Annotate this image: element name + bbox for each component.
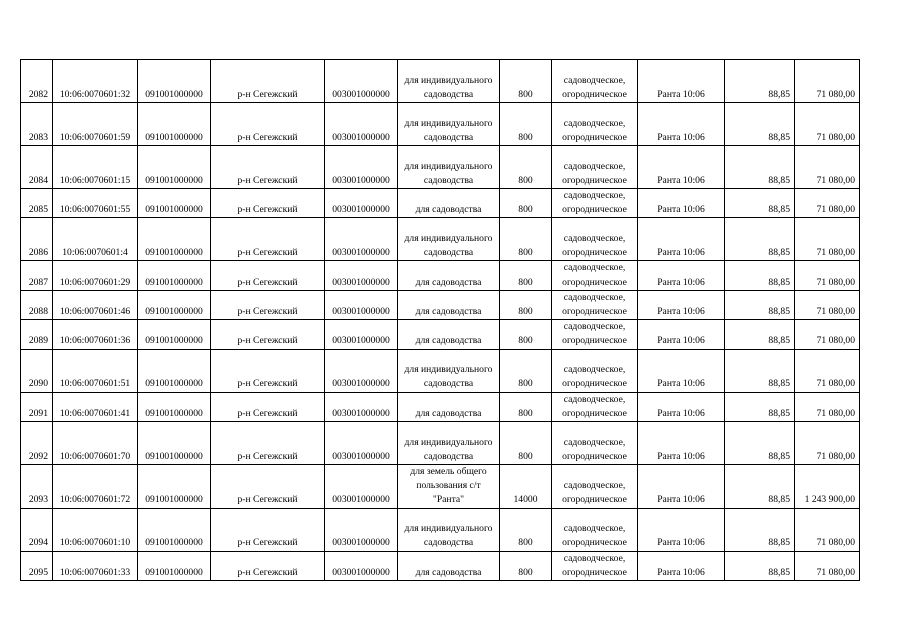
district-cell: р-н Сегежский: [211, 60, 325, 103]
district-cell: р-н Сегежский: [211, 290, 325, 319]
table-row: [21, 261, 860, 290]
land-use-group-cell: садоводческое, огородническое: [552, 320, 638, 349]
cadastral-number-cell: 10:06:0070601:41: [53, 392, 138, 421]
table-row: [21, 465, 860, 509]
cadastral-quarter-cell: Ранта 10:06: [638, 103, 725, 146]
land-use-group-cell: садоводческое, огородническое: [552, 261, 638, 290]
table-row: [21, 320, 860, 349]
permitted-use-cell: для индивидуального садоводства: [398, 422, 500, 465]
okato-code-cell: 003001000000: [325, 218, 398, 261]
oktmo-code-cell: 091001000000: [138, 465, 211, 509]
district-cell: р-н Сегежский: [211, 189, 325, 218]
area-cell: 800: [500, 422, 552, 465]
okato-code-cell: 003001000000: [325, 349, 398, 392]
cadastral-value-cell: 71 080,00: [795, 508, 860, 551]
oktmo-code-cell: 091001000000: [138, 103, 211, 146]
permitted-use-cell: для индивидуального садоводства: [398, 146, 500, 189]
row-number-cell: 2088: [21, 290, 53, 319]
table-row: [21, 103, 860, 146]
cadastral-value-cell: 71 080,00: [795, 290, 860, 319]
cadastral-value-cell: 1 243 900,00: [795, 465, 860, 509]
row-number-cell: 2087: [21, 261, 53, 290]
district-cell: р-н Сегежский: [211, 146, 325, 189]
cadastral-quarter-cell: Ранта 10:06: [638, 508, 725, 551]
cadastral-number-cell: 10:06:0070601:70: [53, 422, 138, 465]
cadastral-value-cell: 71 080,00: [795, 392, 860, 421]
cadastral-number-cell: 10:06:0070601:46: [53, 290, 138, 319]
oktmo-code-cell: 091001000000: [138, 189, 211, 218]
area-cell: 800: [500, 392, 552, 421]
district-cell: р-н Сегежский: [211, 422, 325, 465]
permitted-use-cell: для садоводства: [398, 261, 500, 290]
land-use-group-cell: садоводческое, огородническое: [552, 392, 638, 421]
oktmo-code-cell: 091001000000: [138, 290, 211, 319]
land-use-group-cell: садоводческое, огородническое: [552, 349, 638, 392]
cadastral-value-cell: 71 080,00: [795, 261, 860, 290]
table-row: [21, 60, 860, 103]
table-row: [21, 189, 860, 218]
table-row: [21, 508, 860, 551]
cadastral-quarter-cell: Ранта 10:06: [638, 261, 725, 290]
okato-code-cell: 003001000000: [325, 392, 398, 421]
okato-code-cell: 003001000000: [325, 290, 398, 319]
land-use-group-cell: садоводческое, огородническое: [552, 218, 638, 261]
area-cell: 800: [500, 146, 552, 189]
district-cell: р-н Сегежский: [211, 103, 325, 146]
permitted-use-cell: для индивидуального садоводства: [398, 218, 500, 261]
oktmo-code-cell: 091001000000: [138, 392, 211, 421]
permitted-use-cell: для садоводства: [398, 551, 500, 580]
land-use-group-cell: садоводческое, огородническое: [552, 189, 638, 218]
district-cell: р-н Сегежский: [211, 551, 325, 580]
area-cell: 800: [500, 320, 552, 349]
specific-value-cell: 88,85: [725, 422, 795, 465]
cadastral-number-cell: 10:06:0070601:29: [53, 261, 138, 290]
specific-value-cell: 88,85: [725, 349, 795, 392]
area-cell: 800: [500, 290, 552, 319]
cadastral-quarter-cell: Ранта 10:06: [638, 146, 725, 189]
specific-value-cell: 88,85: [725, 103, 795, 146]
cadastral-value-cell: 71 080,00: [795, 146, 860, 189]
district-cell: р-н Сегежский: [211, 465, 325, 509]
area-cell: 14000: [500, 465, 552, 509]
area-cell: 800: [500, 189, 552, 218]
cadastral-value-cell: 71 080,00: [795, 551, 860, 580]
row-number-cell: 2083: [21, 103, 53, 146]
oktmo-code-cell: 091001000000: [138, 218, 211, 261]
table-row: [21, 349, 860, 392]
okato-code-cell: 003001000000: [325, 146, 398, 189]
cadastral-quarter-cell: Ранта 10:06: [638, 189, 725, 218]
row-number-cell: 2082: [21, 60, 53, 103]
table-row: [21, 290, 860, 319]
table-body: [21, 60, 860, 581]
land-use-group-cell: садоводческое, огородническое: [552, 465, 638, 509]
row-number-cell: 2094: [21, 508, 53, 551]
specific-value-cell: 88,85: [725, 261, 795, 290]
cadastral-number-cell: 10:06:0070601:4: [53, 218, 138, 261]
okato-code-cell: 003001000000: [325, 508, 398, 551]
cadastral-number-cell: 10:06:0070601:59: [53, 103, 138, 146]
specific-value-cell: 88,85: [725, 551, 795, 580]
table-row: [21, 218, 860, 261]
okato-code-cell: 003001000000: [325, 551, 398, 580]
permitted-use-cell: для садоводства: [398, 189, 500, 218]
district-cell: р-н Сегежский: [211, 218, 325, 261]
cadastral-value-cell: 71 080,00: [795, 189, 860, 218]
specific-value-cell: 88,85: [725, 218, 795, 261]
district-cell: р-н Сегежский: [211, 392, 325, 421]
okato-code-cell: 003001000000: [325, 320, 398, 349]
area-cell: 800: [500, 349, 552, 392]
row-number-cell: 2085: [21, 189, 53, 218]
row-number-cell: 2090: [21, 349, 53, 392]
district-cell: р-н Сегежский: [211, 320, 325, 349]
row-number-cell: 2084: [21, 146, 53, 189]
specific-value-cell: 88,85: [725, 146, 795, 189]
area-cell: 800: [500, 218, 552, 261]
cadastral-value-cell: 71 080,00: [795, 422, 860, 465]
specific-value-cell: 88,85: [725, 290, 795, 319]
row-number-cell: 2089: [21, 320, 53, 349]
land-use-group-cell: садоводческое, огородническое: [552, 60, 638, 103]
cadastral-value-cell: 71 080,00: [795, 349, 860, 392]
cadastral-quarter-cell: Ранта 10:06: [638, 290, 725, 319]
district-cell: р-н Сегежский: [211, 261, 325, 290]
land-registry-table: [20, 59, 860, 581]
specific-value-cell: 88,85: [725, 320, 795, 349]
cadastral-value-cell: 71 080,00: [795, 103, 860, 146]
cadastral-quarter-cell: Ранта 10:06: [638, 422, 725, 465]
land-use-group-cell: садоводческое, огородническое: [552, 290, 638, 319]
row-number-cell: 2091: [21, 392, 53, 421]
oktmo-code-cell: 091001000000: [138, 261, 211, 290]
area-cell: 800: [500, 508, 552, 551]
cadastral-value-cell: 71 080,00: [795, 60, 860, 103]
area-cell: 800: [500, 60, 552, 103]
cadastral-number-cell: 10:06:0070601:15: [53, 146, 138, 189]
permitted-use-cell: для индивидуального садоводства: [398, 60, 500, 103]
land-use-group-cell: садоводческое, огородническое: [552, 103, 638, 146]
cadastral-quarter-cell: Ранта 10:06: [638, 349, 725, 392]
district-cell: р-н Сегежский: [211, 508, 325, 551]
cadastral-number-cell: 10:06:0070601:36: [53, 320, 138, 349]
permitted-use-cell: для индивидуального садоводства: [398, 349, 500, 392]
land-use-group-cell: садоводческое, огородническое: [552, 508, 638, 551]
row-number-cell: 2095: [21, 551, 53, 580]
cadastral-quarter-cell: Ранта 10:06: [638, 218, 725, 261]
land-use-group-cell: садоводческое, огородническое: [552, 146, 638, 189]
specific-value-cell: 88,85: [725, 60, 795, 103]
oktmo-code-cell: 091001000000: [138, 508, 211, 551]
row-number-cell: 2092: [21, 422, 53, 465]
okato-code-cell: 003001000000: [325, 422, 398, 465]
oktmo-code-cell: 091001000000: [138, 349, 211, 392]
oktmo-code-cell: 091001000000: [138, 60, 211, 103]
cadastral-number-cell: 10:06:0070601:72: [53, 465, 138, 509]
permitted-use-cell: для индивидуального садоводства: [398, 103, 500, 146]
oktmo-code-cell: 091001000000: [138, 320, 211, 349]
okato-code-cell: 003001000000: [325, 103, 398, 146]
cadastral-quarter-cell: Ранта 10:06: [638, 465, 725, 509]
cadastral-value-cell: 71 080,00: [795, 320, 860, 349]
row-number-cell: 2086: [21, 218, 53, 261]
specific-value-cell: 88,85: [725, 189, 795, 218]
oktmo-code-cell: 091001000000: [138, 422, 211, 465]
specific-value-cell: 88,85: [725, 508, 795, 551]
cadastral-quarter-cell: Ранта 10:06: [638, 392, 725, 421]
okato-code-cell: 003001000000: [325, 189, 398, 218]
row-number-cell: 2093: [21, 465, 53, 509]
cadastral-value-cell: 71 080,00: [795, 218, 860, 261]
cadastral-number-cell: 10:06:0070601:32: [53, 60, 138, 103]
oktmo-code-cell: 091001000000: [138, 146, 211, 189]
okato-code-cell: 003001000000: [325, 261, 398, 290]
permitted-use-cell: для садоводства: [398, 320, 500, 349]
cadastral-quarter-cell: Ранта 10:06: [638, 551, 725, 580]
table-row: [21, 392, 860, 421]
oktmo-code-cell: 091001000000: [138, 551, 211, 580]
cadastral-quarter-cell: Ранта 10:06: [638, 320, 725, 349]
district-cell: р-н Сегежский: [211, 349, 325, 392]
specific-value-cell: 88,85: [725, 465, 795, 509]
land-use-group-cell: садоводческое, огородническое: [552, 551, 638, 580]
area-cell: 800: [500, 551, 552, 580]
cadastral-number-cell: 10:06:0070601:51: [53, 349, 138, 392]
table-row: [21, 146, 860, 189]
cadastral-number-cell: 10:06:0070601:33: [53, 551, 138, 580]
okato-code-cell: 003001000000: [325, 60, 398, 103]
area-cell: 800: [500, 103, 552, 146]
permitted-use-cell: для индивидуального садоводства: [398, 508, 500, 551]
okato-code-cell: 003001000000: [325, 465, 398, 509]
cadastral-number-cell: 10:06:0070601:55: [53, 189, 138, 218]
table-row: [21, 551, 860, 580]
permitted-use-cell: для садоводства: [398, 290, 500, 319]
permitted-use-cell: для земель общего пользования с/т "Ранта": [398, 465, 500, 509]
cadastral-quarter-cell: Ранта 10:06: [638, 60, 725, 103]
table-row: [21, 422, 860, 465]
cadastral-number-cell: 10:06:0070601:10: [53, 508, 138, 551]
area-cell: 800: [500, 261, 552, 290]
permitted-use-cell: для садоводства: [398, 392, 500, 421]
land-use-group-cell: садоводческое, огородническое: [552, 422, 638, 465]
specific-value-cell: 88,85: [725, 392, 795, 421]
